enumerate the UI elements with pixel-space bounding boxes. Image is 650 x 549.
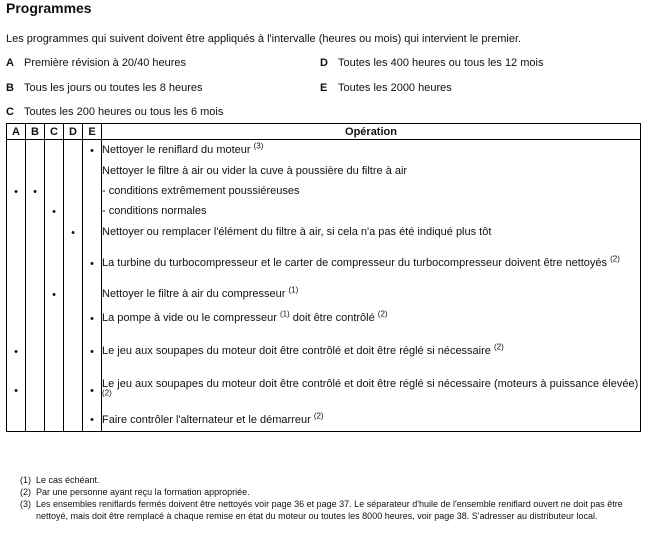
interval-cell-d [64, 182, 83, 202]
interval-cell-c [45, 284, 64, 306]
bullet-mark: • [14, 384, 18, 397]
interval-cell-c [45, 306, 64, 332]
operation-text: La pompe à vide ou le compresseur [102, 312, 280, 324]
legend-text: Première révision à 20/40 heures [24, 57, 187, 69]
table-header-row [7, 124, 641, 140]
operation-text: - conditions extrêmement poussiéreuses [102, 185, 300, 197]
maintenance-table [6, 123, 641, 432]
footnote-ref: (2) [377, 309, 388, 319]
operation-cell [102, 182, 641, 202]
legend-item-c [6, 106, 223, 118]
interval-cell-a [7, 222, 26, 244]
interval-cell-b [26, 162, 45, 182]
operation-text: Le jeu aux soupapes du moteur doit être contrôlé et doit être réglé si nécessaire (moteurs à puissance élevée) [102, 377, 639, 390]
interval-cell-c [45, 244, 64, 284]
bullet-mark: • [90, 414, 94, 427]
interval-cell-d [64, 202, 83, 222]
legend-text: Toutes les 400 heures ou tous les 12 mois [338, 57, 544, 69]
operation-text: - conditions normales [102, 205, 207, 217]
interval-cell-a [7, 306, 26, 332]
interval-cell-d [64, 244, 83, 284]
interval-cell-e [83, 306, 102, 332]
table-row [7, 410, 641, 432]
interval-cell-d [64, 140, 83, 162]
operation-cell [102, 306, 641, 332]
legend-item-b [6, 82, 203, 94]
interval-cell-c [45, 202, 64, 222]
header-col-d: D [64, 124, 83, 140]
interval-cell-e [83, 202, 102, 222]
legend-key: E [320, 82, 328, 94]
operation-cell [102, 284, 641, 306]
interval-cell-e [83, 162, 102, 182]
interval-cell-c [45, 372, 64, 410]
footnote-number: (3) [20, 499, 31, 509]
interval-cell-e [83, 244, 102, 284]
table-row [7, 222, 641, 244]
footnote-text: Les ensembles reniflards fermés doivent être nettoyés voir page 36 et page 37. Le séparateur d'huile de l'ensemble reniflard ouvert ne doit pas être nettoyé, mais doit être remplacé à chaque remise en état du moteur ou toutes les 8000 heures, voir page 38. S'adresser au distributeur local. [36, 499, 623, 521]
footnote-text: Par une personne ayant reçu la formation appropriée. [36, 487, 250, 497]
operation-cell [102, 332, 641, 372]
legend-key: A [6, 57, 14, 69]
bullet-mark: • [90, 257, 94, 270]
interval-cell-b [26, 202, 45, 222]
operation-text: doit être contrôlé [289, 312, 378, 324]
interval-cell-a [7, 182, 26, 202]
footnote-ref: (3) [253, 141, 264, 151]
page-title: Programmes [6, 0, 92, 16]
interval-cell-b [26, 244, 45, 284]
footnote-ref: (1) [279, 309, 290, 319]
footnote-ref: (2) [313, 411, 324, 421]
interval-cell-e [83, 140, 102, 162]
interval-cell-e [83, 410, 102, 432]
footnote [20, 474, 645, 486]
interval-cell-c [45, 332, 64, 372]
footnote-text: Le cas échéant. [36, 475, 100, 485]
legend-item-e [320, 82, 452, 94]
legend-text: Toutes les 200 heures ou tous les 6 mois [24, 106, 224, 118]
operation-cell [102, 244, 641, 284]
interval-cell-d [64, 306, 83, 332]
interval-cell-a [7, 332, 26, 372]
legend-item-d [320, 57, 543, 69]
operation-text: Nettoyer ou remplacer l'élément du filtre à air, si cela n'a pas été indiqué plus tôt [102, 226, 492, 238]
interval-cell-b [26, 284, 45, 306]
header-col-e: E [83, 124, 102, 140]
footnote-ref: (2) [102, 387, 112, 397]
interval-cell-e [83, 182, 102, 202]
operation-cell [102, 140, 641, 162]
bullet-mark: • [90, 345, 94, 358]
interval-cell-c [45, 162, 64, 182]
footnote-number: (1) [20, 475, 31, 485]
table-row [7, 244, 641, 284]
interval-cell-a [7, 202, 26, 222]
legend-key: C [6, 106, 14, 118]
interval-cell-d [64, 162, 83, 182]
bullet-mark: • [71, 226, 75, 239]
legend-item-a [6, 57, 186, 69]
footnote [20, 486, 645, 498]
table-row [7, 162, 641, 182]
legend-text: Toutes les 2000 heures [338, 82, 452, 94]
interval-cell-b [26, 222, 45, 244]
operation-text: Nettoyer le reniflard du moteur [102, 144, 254, 157]
interval-cell-d [64, 332, 83, 372]
interval-cell-d [64, 372, 83, 410]
interval-cell-a [7, 410, 26, 432]
interval-cell-e [83, 284, 102, 306]
interval-cell-d [64, 410, 83, 432]
interval-cell-e [83, 332, 102, 372]
bullet-mark: • [14, 185, 18, 198]
intro-text: Les programmes qui suivent doivent être appliqués à l'intervalle (heures ou mois) qui intervient le premier. [6, 33, 522, 45]
interval-cell-a [7, 162, 26, 182]
table-row [7, 332, 641, 372]
bullet-mark: • [33, 185, 37, 198]
interval-cell-b [26, 182, 45, 202]
table-row [7, 182, 641, 202]
header-operation: Opération [102, 124, 641, 140]
bullet-mark: • [90, 144, 94, 157]
interval-cell-c [45, 410, 64, 432]
bullet-mark: • [52, 288, 56, 301]
footnote [20, 498, 645, 522]
bullet-mark: • [90, 312, 94, 325]
interval-cell-c [45, 140, 64, 162]
operation-text: Nettoyer le filtre à air ou vider la cuve à poussière du filtre à air [102, 165, 408, 177]
interval-cell-b [26, 372, 45, 410]
interval-cell-b [26, 140, 45, 162]
footnote-ref: (2) [610, 254, 620, 264]
interval-cell-b [26, 332, 45, 372]
operation-text: La turbine du turbocompresseur et le carter de compresseur du turbocompresseur doivent être nettoyés [102, 257, 611, 269]
header-col-b: B [26, 124, 45, 140]
interval-cell-a [7, 284, 26, 306]
interval-cell-a [7, 372, 26, 410]
legend-key: B [6, 82, 14, 94]
interval-cell-b [26, 410, 45, 432]
footnote-ref: (2) [493, 342, 504, 352]
interval-cell-e [83, 222, 102, 244]
legend-text: Tous les jours ou toutes les 8 heures [24, 82, 203, 94]
header-col-a: A [7, 124, 26, 140]
operation-cell [102, 222, 641, 244]
interval-cell-d [64, 222, 83, 244]
bullet-mark: • [14, 345, 18, 358]
operation-text: Le jeu aux soupapes du moteur doit être contrôlé et doit être réglé si nécessaire [102, 345, 494, 357]
operation-cell [102, 372, 641, 410]
bullet-mark: • [90, 384, 94, 397]
header-col-c: C [45, 124, 64, 140]
interval-cell-c [45, 182, 64, 202]
table-row [7, 306, 641, 332]
interval-cell-d [64, 284, 83, 306]
legend-key: D [320, 57, 328, 69]
operation-cell [102, 162, 641, 182]
operation-text: Faire contrôler l'alternateur et le démarreur [102, 413, 314, 426]
footnotes [20, 474, 645, 522]
interval-cell-e [83, 372, 102, 410]
table-row [7, 284, 641, 306]
interval-cell-a [7, 244, 26, 284]
interval-cell-c [45, 222, 64, 244]
footnote-ref: (1) [288, 285, 299, 295]
table-row [7, 140, 641, 162]
interval-cell-a [7, 140, 26, 162]
operation-cell [102, 410, 641, 432]
interval-cell-b [26, 306, 45, 332]
footnote-number: (2) [20, 487, 31, 497]
table-row [7, 372, 641, 410]
table-row [7, 202, 641, 222]
bullet-mark: • [52, 205, 56, 218]
operation-text: Nettoyer le filtre à air du compresseur [102, 288, 289, 300]
operation-cell [102, 202, 641, 222]
